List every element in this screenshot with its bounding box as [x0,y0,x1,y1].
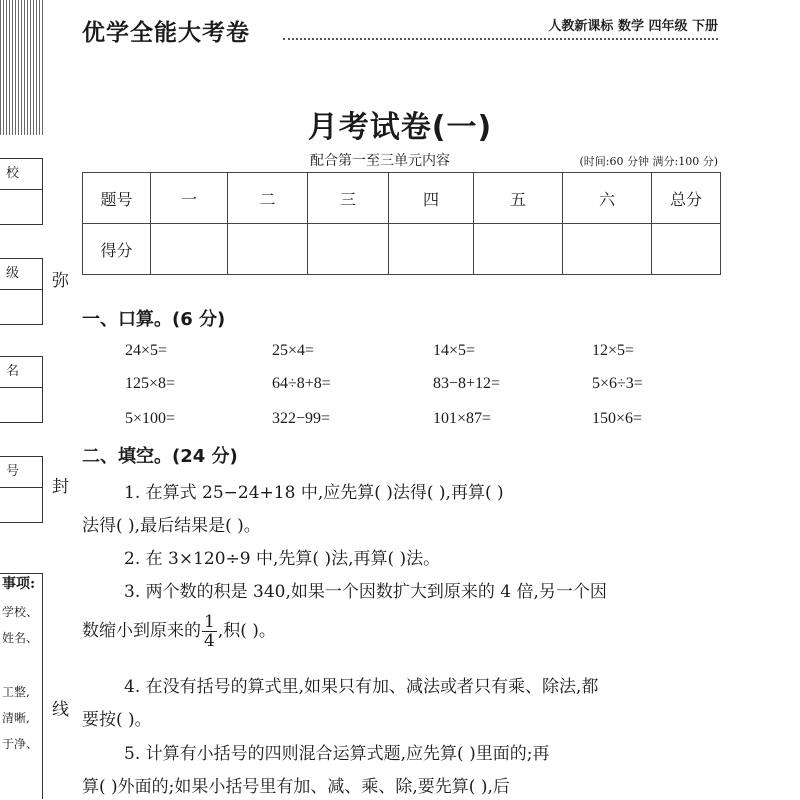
question-3-text-b: ,积( )。 [217,621,276,641]
calc-item: 101×87= [433,410,492,427]
side-field-label: 级 [0,259,42,290]
time-info: (时间:60 分钟 满分:100 分) [579,155,718,168]
side-notes-heading: 事项: [2,576,36,592]
edition-label: 人教新课标 数学 四年级 下册 [548,19,718,34]
side-field-class [0,258,43,325]
question-1-line-1: 1. 在算式 25−24+18 中,应先算( )法得( ),再算( ) [124,483,504,503]
score-table-header-cell: 四 [389,173,474,224]
header-divider [283,38,718,40]
question-2: 2. 在 3×120÷9 中,先算( )法,再算( )法。 [124,549,441,569]
calc-item: 24×5= [125,342,168,359]
seal-char: 弥 [52,271,69,291]
score-cell[interactable] [151,224,228,275]
score-table-row-label: 得分 [83,224,151,275]
calc-item: 5×100= [125,410,176,427]
score-cell[interactable] [563,224,652,275]
side-field-label: 名 [0,357,42,388]
side-field-blank [0,488,42,522]
section-2-heading: 二、填空。(24 分) [82,446,238,467]
seal-char: 线 [52,700,69,720]
score-cell[interactable] [474,224,563,275]
score-table-header-cell: 五 [474,173,563,224]
side-field-blank [0,388,42,422]
side-field-blank [0,190,42,224]
section-1-heading: 一、口算。(6 分) [82,309,226,330]
calc-item: 25×4= [272,342,315,359]
score-cell[interactable] [308,224,389,275]
calc-item: 322−99= [272,410,331,427]
score-table-header-cell: 题号 [83,173,151,224]
score-table-header-cell: 六 [563,173,652,224]
score-cell[interactable] [228,224,308,275]
question-5-line-1: 5. 计算有小括号的四则混合运算式题,应先算( )里面的;再 [124,744,550,764]
side-field-school [0,158,43,225]
side-field-name [0,356,43,423]
question-5-line-2: 算( )外面的;如果小括号里有加、减、乘、除,要先算( ),后 [82,777,510,797]
series-title: 优学全能大考卷 [82,19,250,46]
score-table-score-row [83,224,721,275]
question-1-line-2: 法得( ),最后结果是( )。 [82,516,261,536]
side-field-blank [0,290,42,324]
question-3-line-1: 3. 两个数的积是 340,如果一个因数扩大到原来的 4 倍,另一个因 [124,582,607,602]
side-note-line: 于净、 [2,737,39,751]
question-3-text-a: 数缩小到原来的 [82,621,201,641]
score-table-header-row [83,173,721,224]
side-field-number [0,456,43,523]
calc-item: 14×5= [433,342,476,359]
calc-item: 12×5= [592,342,635,359]
side-note-line: 学校、 [2,605,39,619]
score-table-header-cell: 一 [151,173,228,224]
fraction-numerator: 1 [204,612,215,632]
side-field-label: 校 [0,159,42,190]
score-table-header-cell: 总分 [652,173,721,224]
side-note-line: 工整, [2,685,30,699]
score-cell[interactable] [652,224,721,275]
score-cell[interactable] [389,224,474,275]
exam-title: 月考试卷(一) [307,110,493,145]
question-4-line-2: 要按( )。 [82,710,152,730]
exam-subtitle: 配合第一至三单元内容 [310,153,450,169]
side-note-line: 姓名、 [2,631,39,645]
calc-item: 5×6÷3= [592,375,643,392]
score-table-header-cell: 三 [308,173,389,224]
calc-item: 150×6= [592,410,643,427]
question-4-line-1: 4. 在没有括号的算式里,如果只有加、减法或者只有乘、除法,都 [124,677,599,697]
fraction-one-quarter [202,613,217,650]
side-notes [0,573,43,799]
fraction-denominator: 4 [204,631,215,651]
calc-item: 125×8= [125,375,176,392]
question-3-line-2 [82,613,276,650]
side-field-label: 号 [0,457,42,488]
score-table [82,172,721,275]
score-table-header-cell: 二 [228,173,308,224]
calc-item: 83−8+12= [433,375,501,392]
calc-item: 64÷8+8= [272,375,331,392]
side-note-line: 清晰, [2,711,30,725]
seal-char: 封 [52,477,69,497]
